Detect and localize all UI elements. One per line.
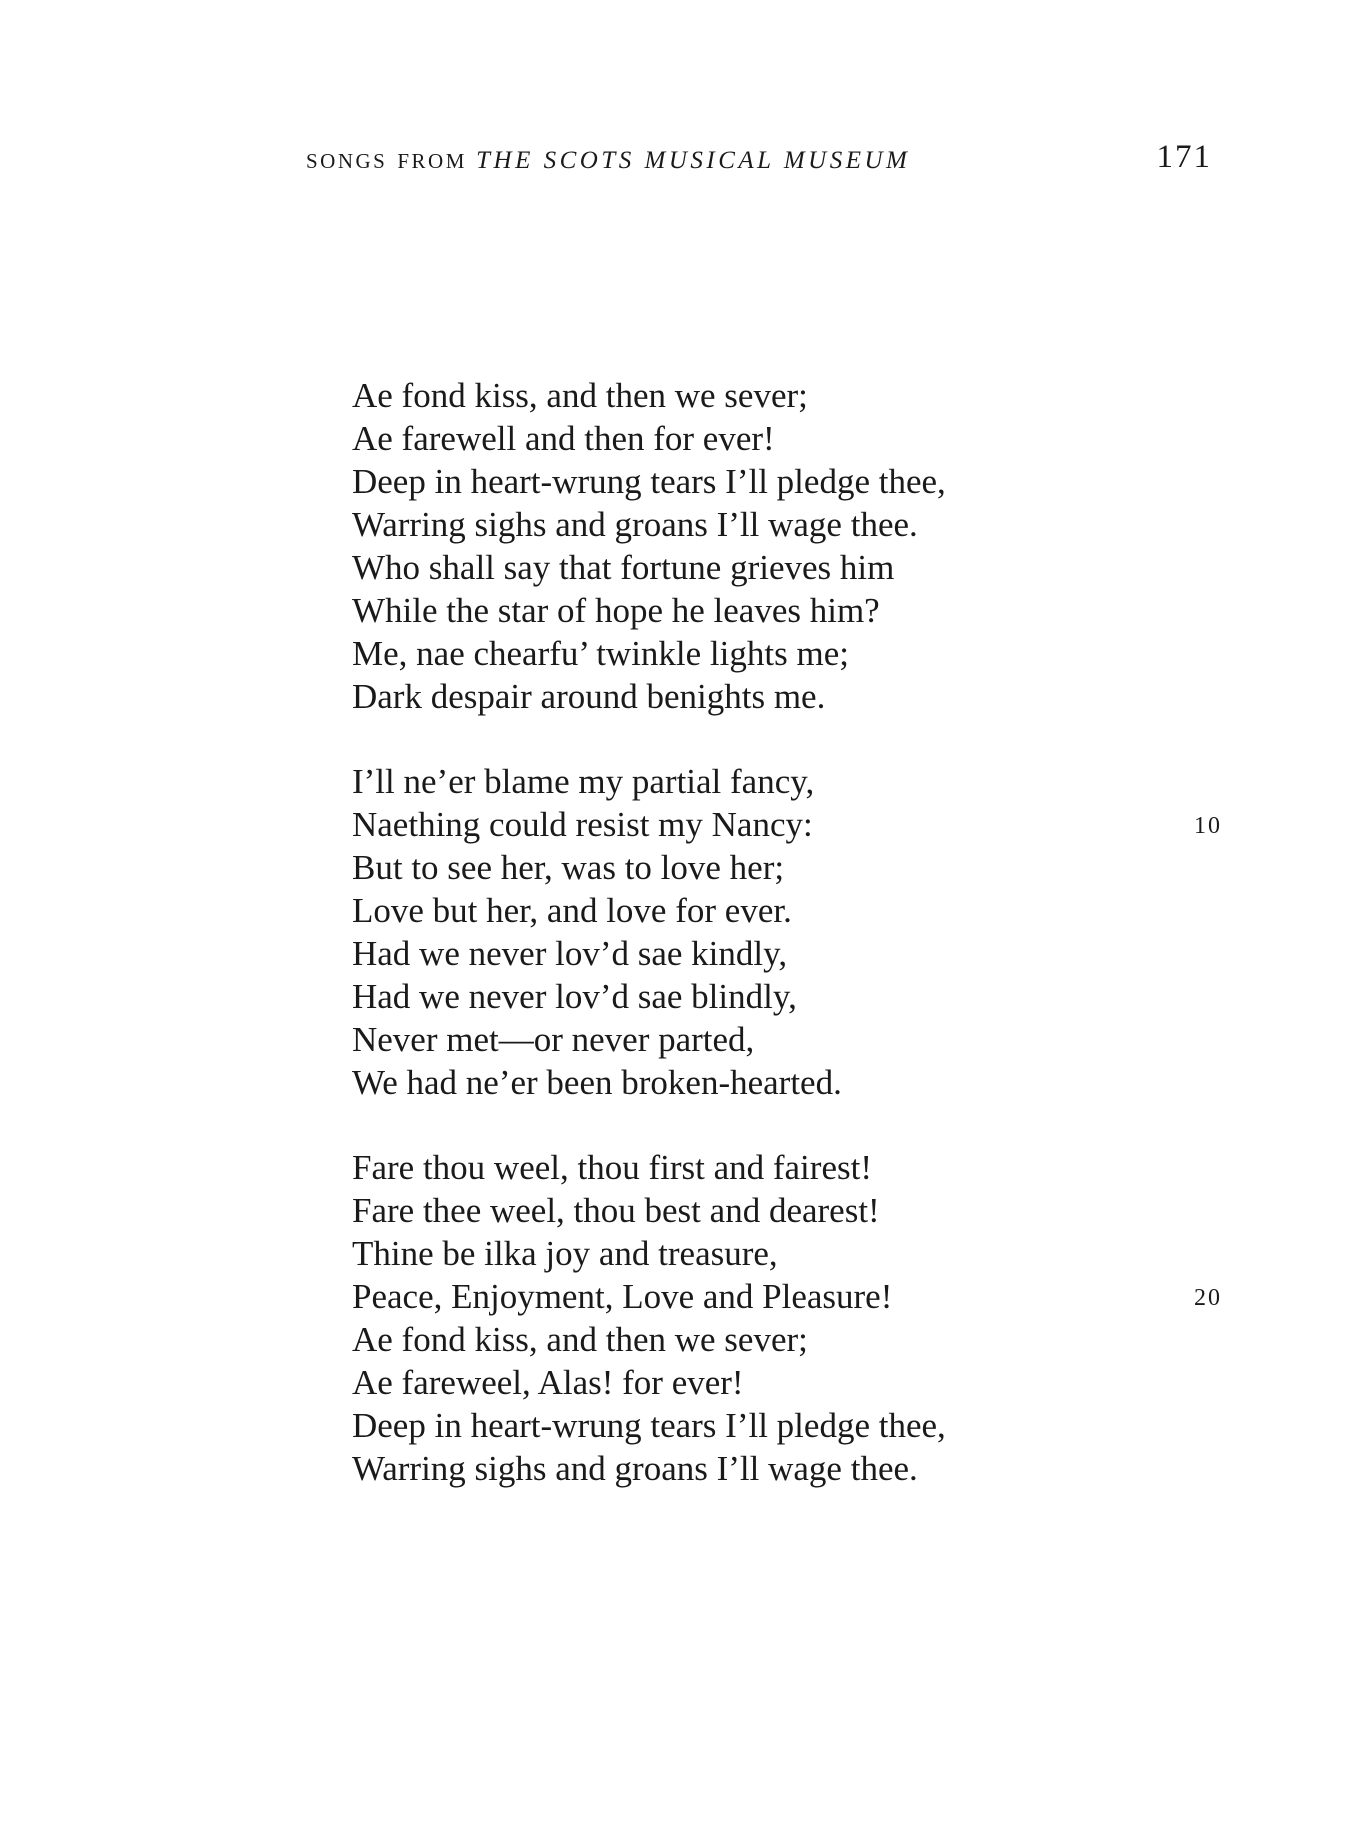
running-head-title: THE SCOTS MUSICAL MUSEUM xyxy=(476,147,911,174)
poem-line-text: Ae fareweel, Alas! for ever! xyxy=(352,1363,744,1402)
stanza-2 xyxy=(352,760,1222,1104)
poem-line xyxy=(352,675,1222,718)
running-head-prefix: songs from xyxy=(306,142,467,175)
poem-line xyxy=(352,975,1222,1018)
poem-line-text: Peace, Enjoyment, Love and Pleasure! xyxy=(352,1277,893,1316)
poem-line-text: Never met—or never parted, xyxy=(352,1020,755,1059)
poem-line xyxy=(352,1061,1222,1104)
poem-line xyxy=(352,1018,1222,1061)
poem-line-text: Had we never lov’d sae blindly, xyxy=(352,977,797,1016)
poem-line xyxy=(352,1361,1222,1404)
poem-line xyxy=(352,932,1222,975)
page-number: 171 xyxy=(1156,139,1212,175)
poem-line-text: Ae fond kiss, and then we sever; xyxy=(352,376,808,415)
stanza-1 xyxy=(352,374,1222,718)
poem-line-text: Naething could resist my Nancy: xyxy=(352,805,813,844)
poem-line xyxy=(352,803,1222,846)
poem-line xyxy=(352,1146,1222,1189)
poem-line xyxy=(352,1232,1222,1275)
poem-line-text: Ae fond kiss, and then we sever; xyxy=(352,1320,808,1359)
poem-line-text: Warring sighs and groans I’ll wage thee. xyxy=(352,1449,918,1488)
poem-line xyxy=(352,546,1222,589)
poem xyxy=(352,374,1222,1532)
poem-line-text: Had we never lov’d sae kindly, xyxy=(352,934,788,973)
poem-line xyxy=(352,589,1222,632)
poem-line xyxy=(352,417,1222,460)
poem-line-text: Fare thee weel, thou best and dearest! xyxy=(352,1191,880,1230)
poem-line xyxy=(352,374,1222,417)
poem-line xyxy=(352,846,1222,889)
poem-line-text: Who shall say that fortune grieves him xyxy=(352,548,895,587)
poem-line xyxy=(352,760,1222,803)
poem-line-text: While the star of hope he leaves him? xyxy=(352,591,880,630)
poem-line xyxy=(352,460,1222,503)
poem-line xyxy=(352,1447,1222,1490)
poem-line-text: Deep in heart-wrung tears I’ll pledge thee, xyxy=(352,1406,946,1445)
poem-line-text: Love but her, and love for ever. xyxy=(352,891,792,930)
line-number: 20 xyxy=(1194,1285,1222,1311)
poem-line xyxy=(352,889,1222,932)
poem-line-text: Me, nae chearfu’ twinkle lights me; xyxy=(352,634,849,673)
poem-line-text: Fare thou weel, thou first and fairest! xyxy=(352,1148,872,1187)
poem-line xyxy=(352,1275,1222,1318)
poem-line xyxy=(352,503,1222,546)
line-number: 10 xyxy=(1194,813,1222,839)
poem-line-text: But to see her, was to love her; xyxy=(352,848,785,887)
poem-line xyxy=(352,1318,1222,1361)
poem-line-text: Warring sighs and groans I’ll wage thee. xyxy=(352,505,918,544)
stanza-3 xyxy=(352,1146,1222,1490)
poem-line-text: Thine be ilka joy and treasure, xyxy=(352,1234,778,1273)
poem-line xyxy=(352,1189,1222,1232)
poem-line xyxy=(352,632,1222,675)
poem-line-text: Deep in heart-wrung tears I’ll pledge thee, xyxy=(352,462,946,501)
poem-line-text: Ae farewell and then for ever! xyxy=(352,419,775,458)
poem-line-text: We had ne’er been broken-hearted. xyxy=(352,1063,842,1102)
poem-line-text: Dark despair around benights me. xyxy=(352,677,826,716)
running-head xyxy=(306,144,910,176)
poem-line-text: I’ll ne’er blame my partial fancy, xyxy=(352,762,815,801)
poem-line xyxy=(352,1404,1222,1447)
